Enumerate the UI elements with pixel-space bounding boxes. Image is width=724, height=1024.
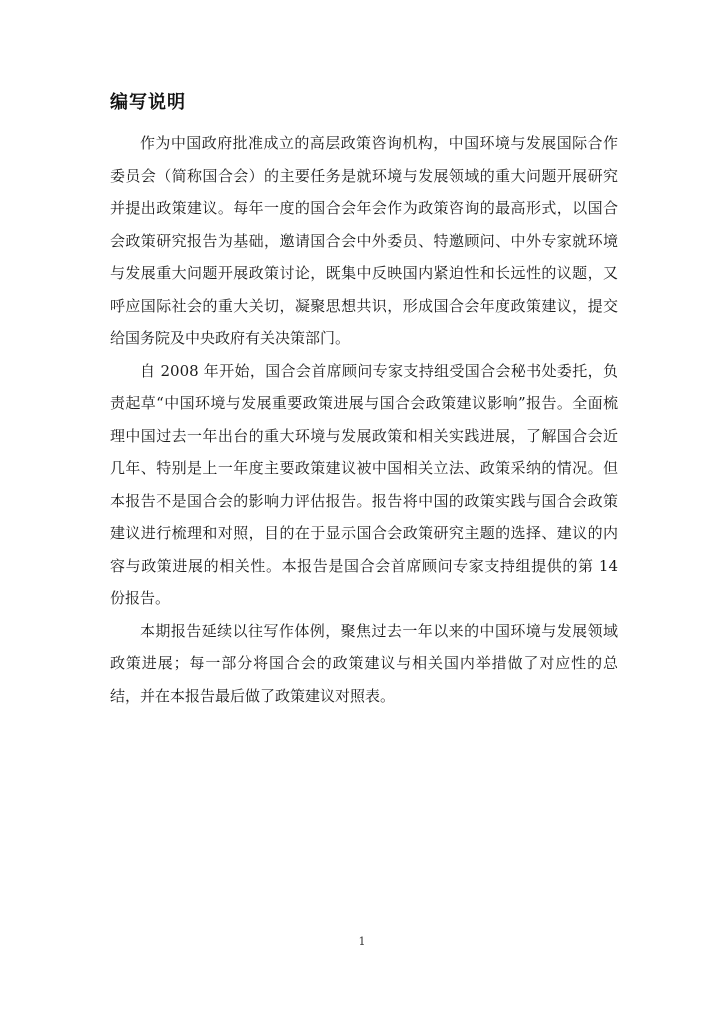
paragraph-current-report: 本期报告延续以往写作体例，聚焦过去一年以来的中国环境与发展领域政策进展；每一部分将国合会的政策建议与相关国内举措做了对应性的总结，并在本报告最后做了政策建议对照表。 <box>110 621 618 705</box>
page-number: 1 <box>358 935 366 948</box>
body-text <box>110 127 618 712</box>
section-heading: 编写说明 <box>110 92 186 113</box>
paragraph-report-origin: 自 2008 年开始，国合会首席顾问专家支持组受国合会秘书处委托，负责起草“中国环境与发展重要政策进展与国合会政策建议影响”报告。全面梳理中国过去一年出台的重大环境与发展政策和相关实践进展，了解国合会近几年、特别是上一年度主要政策建议被中国相关立法、政策采纳的情况。但本报告不是国合会的影响力评估报告。报告将中国的政策实践与国合会政策建议进行梳理和对照，目的在于显示国合会政策研究主题的选择、建议的内容与政策进展的相关性。本报告是国合会首席顾问专家支持组提供的第 14 份报告。 <box>110 361 618 607</box>
paragraph-intro: 作为中国政府批准成立的高层政策咨询机构，中国环境与发展国际合作委员会（简称国合会）的主要任务是就环境与发展领域的重大问题开展研究并提出政策建议。每年一度的国合会年会作为政策咨询的最高形式，以国合会政策研究报告为基础，邀请国合会中外委员、特邀顾问、中外专家就环境与发展重大问题开展政策讨论，既集中反映国内紧迫性和长远性的议题，又呼应国际社会的重大关切，凝聚思想共识，形成国合会年度政策建议，提交给国务院及中央政府有关决策部门。 <box>110 134 618 347</box>
